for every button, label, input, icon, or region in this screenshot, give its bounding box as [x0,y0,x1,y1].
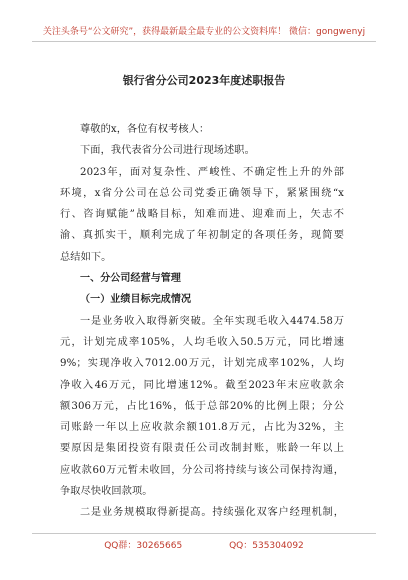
paragraph-line: 司账龄一年以上应收款余额101.8万元，占比为32%，主 [60,422,344,434]
paragraph-line: 环境，x省分公司在总公司党委正确领导下，紧紧围绕“x [60,187,344,199]
footer-qq-group: QQ群：30265665 [104,541,183,551]
paragraph-line: 额306万元，占比16%，低于总部20%的比例上限；分公 [60,400,344,412]
header-divider [32,41,376,42]
paragraph-line: 一是业务收入取得新突破。全年实现毛收入4474.58万 [80,315,344,327]
paragraph-line: 渝、真抓实干，顺利完成了年初制定的各项任务，现简要 [60,230,344,242]
paragraph-line: 元，计划完成率105%，人均毛收入50.5万元，同比增速 [60,336,344,348]
paragraph-line: 2023年，面对复杂性、严峻性、不确定性上升的外部 [80,166,344,178]
header-promo: 关注头条号“公文研究”，获得最新最全最专业的公文资料库！ 微信：gongwenyj [42,27,366,37]
footer-qq: QQ：535304092 [229,541,304,551]
section-heading: （一）业绩目标完成情况 [80,294,192,306]
section-heading: 一、分公司经营与管理 [80,273,181,285]
paragraph-line: 要原因是集团投资有限责任公司改制封账，账龄一年以上 [60,443,344,455]
paragraph-line: 总结如下。 [60,251,112,263]
paragraph-line: 尊敬的x，各位有权考核人： [80,124,210,135]
paragraph-line: 行、咨询赋能”战略目标，知难而进、迎难而上，矢志不 [60,209,344,221]
document-body [60,119,344,524]
document-title: 银行省分公司2023年度述职报告 [122,74,286,87]
paragraph-line: 争取尽快收回款项。 [60,486,153,498]
paragraph-line: 应收款60万元暂未收回，分公司将持续与该公司保持沟通， [60,464,344,476]
paragraph-line: 9%；实现净收入7012.00万元，计划完成率102%，人均 [60,358,344,370]
footer [0,538,408,551]
footer-divider [32,533,376,534]
paragraph-line: 下面，我代表省分公司进行现场述职。 [80,145,255,157]
paragraph-line: 净收入46万元，同比增速12%。截至2023年末应收款余 [60,379,344,391]
paragraph-line: 二是业务规模取得新提高。持续强化双客户经理机制， [80,507,344,519]
